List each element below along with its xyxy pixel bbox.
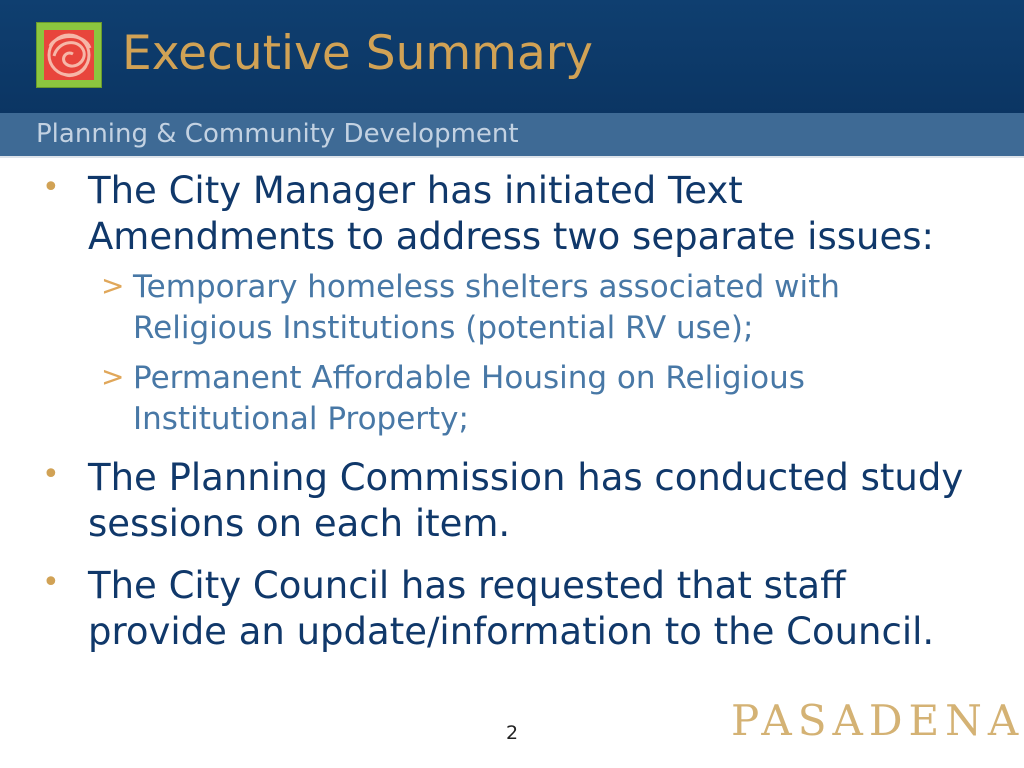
sub-bullet-2-text: Permanent Affordable Housing on Religious Institutional Property; [133, 360, 805, 437]
bullet-marker: • [42, 170, 60, 205]
bullet-3-text: The City Council has requested that staff provide an update/information to the Council. [88, 564, 935, 653]
rose-logo-icon [36, 22, 102, 88]
slide-content [0, 158, 1024, 698]
slide-header [0, 0, 1024, 113]
sub-bullet-marker: > [101, 360, 125, 393]
sub-bullet-marker: > [101, 269, 125, 302]
bullet-marker: • [42, 457, 60, 492]
slide-title: Executive Summary [122, 26, 593, 81]
sub-bullet-1-text: Temporary homeless shelters associated with Religious Institutions (potential RV use); [133, 269, 840, 346]
bullet-1-text: The City Manager has initiated Text Amendments to address two separate issues: [88, 169, 934, 258]
bullet-2-text: The Planning Commission has conducted study sessions on each item. [88, 456, 964, 545]
bullet-marker: • [42, 565, 60, 600]
pasadena-wordmark: PASADENA [731, 696, 1024, 745]
page-number: 2 [505, 722, 519, 744]
department-name: Planning & Community Development [36, 119, 519, 149]
department-banner [0, 113, 1024, 158]
